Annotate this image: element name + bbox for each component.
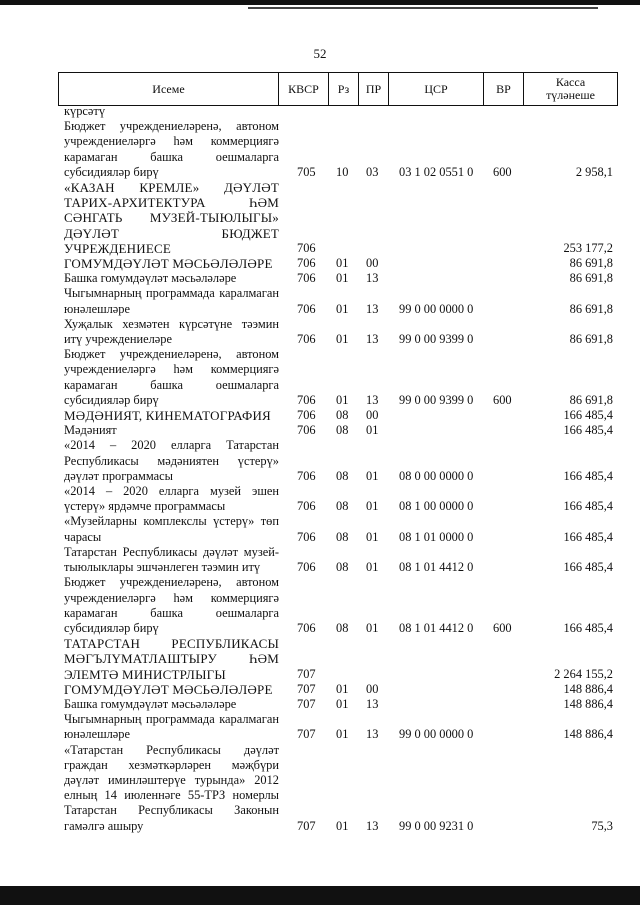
row-rz: 01 xyxy=(336,681,349,696)
row-csr: 99 0 00 0000 0 xyxy=(399,301,474,316)
row-rz: 08 xyxy=(336,408,349,423)
row-sum: 2 958,1 xyxy=(575,164,613,179)
row-sum: 166 485,4 xyxy=(563,408,613,423)
row-pr: 13 xyxy=(366,271,379,286)
table-row xyxy=(0,636,640,682)
header-pr: ПР xyxy=(359,73,389,105)
row-sum: 148 886,4 xyxy=(563,727,613,742)
table-row xyxy=(0,347,640,408)
row-sum: 166 485,4 xyxy=(563,620,613,635)
top-edge-line-secondary xyxy=(248,7,598,9)
table-row xyxy=(0,256,640,271)
row-pr: 13 xyxy=(366,332,379,347)
table-row xyxy=(0,484,640,514)
row-name: ТАТАРСТАН РЕСПУБЛИКАСЫ МӘГЪЛҮМАТЛАШТЫРУ ҺӘМ ЭЛЕМТӘ МИНИСТРЛЫГЫ xyxy=(64,636,279,682)
table-row xyxy=(0,119,640,180)
row-name: Башка гомумдәүләт мәсьәләләре xyxy=(64,696,237,711)
row-name: ГОМУМДӘҮЛӘТ МӘСЬӘЛӘЛӘРЕ xyxy=(64,256,273,272)
row-pr: 01 xyxy=(366,620,379,635)
table-row xyxy=(0,408,640,423)
row-pr: 03 xyxy=(366,164,379,179)
row-vr: 600 xyxy=(493,620,512,635)
table-header xyxy=(58,72,618,106)
row-name: Чыгымнарның программада каралмаган юнәлешләре xyxy=(64,286,279,316)
row-pr: 13 xyxy=(366,696,379,711)
row-rz: 08 xyxy=(336,620,349,635)
table-body xyxy=(0,104,640,834)
row-kvsr: 706 xyxy=(297,560,316,575)
row-vr: 600 xyxy=(493,392,512,407)
row-kvsr: 706 xyxy=(297,620,316,635)
row-rz: 08 xyxy=(336,560,349,575)
row-csr: 08 1 01 0000 0 xyxy=(399,529,474,544)
row-name: «Татарстан Республикасы дәүләт граждан хезмәткәрләрен мәҗбүри дәүләт иминләштерүе турында» 2012 елның 14 июленнәге 55-ТРЗ номерлы Татарстан Республикасы Законын гамәлгә ашыру xyxy=(64,742,279,833)
row-name: МӘДӘНИЯТ, КИНЕМАТОГРАФИЯ xyxy=(64,408,271,424)
table-row xyxy=(0,286,640,316)
row-rz: 01 xyxy=(336,392,349,407)
table-row xyxy=(0,180,640,256)
row-kvsr: 707 xyxy=(297,696,316,711)
row-sum: 166 485,4 xyxy=(563,423,613,438)
table-row xyxy=(0,743,640,834)
row-rz: 10 xyxy=(336,164,349,179)
row-name: күрсәтү xyxy=(64,104,106,118)
row-name: Мәдәният xyxy=(64,423,117,438)
row-name: «КАЗАН КРЕМЛЕ» ДӘҮЛӘТ ТАРИХ-АРХИТЕКТУРА ҺӘМ СӘНГАТЬ МУЗЕЙ-ТЫЮЛЫГЫ» ДӘҮЛӘТ БЮДЖЕТ УЧРЕЖДЕНИЕСЕ xyxy=(64,180,279,256)
row-rz: 01 xyxy=(336,727,349,742)
row-kvsr: 707 xyxy=(297,818,316,833)
row-sum: 2 264 155,2 xyxy=(554,666,613,681)
row-kvsr: 705 xyxy=(297,164,316,179)
row-sum: 86 691,8 xyxy=(569,301,613,316)
row-kvsr: 706 xyxy=(297,240,316,255)
row-sum: 166 485,4 xyxy=(563,468,613,483)
row-name: ГОМУМДӘҮЛӘТ МӘСЬӘЛӘЛӘРЕ xyxy=(64,681,273,697)
row-pr: 01 xyxy=(366,560,379,575)
row-rz: 08 xyxy=(336,499,349,514)
row-pr: 01 xyxy=(366,468,379,483)
row-rz: 01 xyxy=(336,332,349,347)
table-row xyxy=(0,712,640,742)
row-sum: 86 691,8 xyxy=(569,256,613,271)
row-csr: 99 0 00 0000 0 xyxy=(399,727,474,742)
row-name: Бюджет учреждениеләренә, автоном учреждениеләргә һәм коммерциягә карамаган башка оешмаларга субсидияләр бирү xyxy=(64,347,279,407)
row-name: «2014 – 2020 елларга музей эшен үстерү» ярдәмче программасы xyxy=(64,484,279,514)
row-sum: 166 485,4 xyxy=(563,529,613,544)
top-edge-line xyxy=(0,0,640,5)
table-row xyxy=(0,271,640,286)
table-row xyxy=(0,423,640,438)
table-row xyxy=(0,575,640,636)
row-kvsr: 706 xyxy=(297,408,316,423)
row-csr: 99 0 00 9231 0 xyxy=(399,818,474,833)
row-name: Чыгымнарның программада каралмаган юнәлешләре xyxy=(64,712,279,742)
row-csr: 08 0 00 0000 0 xyxy=(399,468,474,483)
row-kvsr: 706 xyxy=(297,468,316,483)
row-kvsr: 706 xyxy=(297,301,316,316)
row-sum: 148 886,4 xyxy=(563,681,613,696)
row-sum: 148 886,4 xyxy=(563,696,613,711)
row-sum: 86 691,8 xyxy=(569,392,613,407)
row-rz: 08 xyxy=(336,423,349,438)
row-sum: 253 177,2 xyxy=(563,240,613,255)
row-pr: 01 xyxy=(366,499,379,514)
row-name: Бюджет учреждениеләренә, автоном учреждениеләргә һәм коммерциягә карамаган башка оешмаларга субсидияләр бирү xyxy=(64,575,279,635)
row-csr: 99 0 00 9399 0 xyxy=(399,392,474,407)
row-sum: 166 485,4 xyxy=(563,560,613,575)
row-name: Башка гомумдәүләт мәсьәләләре xyxy=(64,271,237,286)
header-kassa: Касса түләнеше xyxy=(546,75,595,102)
row-kvsr: 706 xyxy=(297,529,316,544)
row-csr: 99 0 00 9399 0 xyxy=(399,332,474,347)
row-kvsr: 706 xyxy=(297,332,316,347)
table-row xyxy=(0,514,640,544)
row-sum: 166 485,4 xyxy=(563,499,613,514)
row-pr: 01 xyxy=(366,529,379,544)
header-kvsr: КВСР xyxy=(279,73,329,105)
row-pr: 13 xyxy=(366,301,379,316)
row-kvsr: 707 xyxy=(297,727,316,742)
row-csr: 03 1 02 0551 0 xyxy=(399,164,474,179)
row-name: Бюджет учреждениеләренә, автоном учреждениеләргә һәм коммерциягә карамаган башка оешмаларга субсидияләр бирү xyxy=(64,119,279,179)
row-pr: 00 xyxy=(366,256,379,271)
row-sum: 86 691,8 xyxy=(569,271,613,286)
row-kvsr: 706 xyxy=(297,392,316,407)
header-csr: ЦСР xyxy=(389,73,484,105)
row-rz: 01 xyxy=(336,301,349,316)
row-kvsr: 706 xyxy=(297,271,316,286)
row-name: «Музейларны комплекслы үстерү» төп чарасы xyxy=(64,514,279,544)
row-name: Хуҗалык хезмәтен күрсәтүне тәэмин итү учреждениеләре xyxy=(64,316,279,347)
row-kvsr: 707 xyxy=(297,681,316,696)
row-name: Татарстан Республикасы дәүләт музей-тыюлыклары эшчәнлеген тәэмин итү xyxy=(64,544,279,575)
table-row xyxy=(0,545,640,575)
row-kvsr: 707 xyxy=(297,666,316,681)
header-rz: Рз xyxy=(329,73,359,105)
row-pr: 13 xyxy=(366,392,379,407)
table-row xyxy=(0,317,640,347)
row-sum: 75,3 xyxy=(591,818,613,833)
row-sum: 86 691,8 xyxy=(569,332,613,347)
row-csr: 08 1 00 0000 0 xyxy=(399,499,474,514)
row-rz: 08 xyxy=(336,468,349,483)
bottom-edge-bar xyxy=(0,886,640,905)
row-pr: 00 xyxy=(366,681,379,696)
row-rz: 08 xyxy=(336,529,349,544)
table-row xyxy=(0,697,640,712)
row-name: «2014 – 2020 елларга Татарстан Республикасы мәдәниятен үстерү» дәүләт программасы xyxy=(64,438,279,483)
table-row xyxy=(0,438,640,484)
row-vr: 600 xyxy=(493,164,512,179)
row-rz: 01 xyxy=(336,271,349,286)
table-row xyxy=(0,104,640,119)
header-vr: ВР xyxy=(484,73,524,105)
row-pr: 00 xyxy=(366,408,379,423)
row-kvsr: 706 xyxy=(297,499,316,514)
page-number: 52 xyxy=(313,46,327,61)
table-row xyxy=(0,682,640,697)
row-pr: 13 xyxy=(366,727,379,742)
row-csr: 08 1 01 4412 0 xyxy=(399,620,474,635)
row-rz: 01 xyxy=(336,818,349,833)
row-rz: 01 xyxy=(336,256,349,271)
row-csr: 08 1 01 4412 0 xyxy=(399,560,474,575)
row-pr: 01 xyxy=(366,423,379,438)
row-rz: 01 xyxy=(336,696,349,711)
row-pr: 13 xyxy=(366,818,379,833)
row-kvsr: 706 xyxy=(297,256,316,271)
header-name: Исеме xyxy=(59,73,279,105)
row-kvsr: 706 xyxy=(297,423,316,438)
